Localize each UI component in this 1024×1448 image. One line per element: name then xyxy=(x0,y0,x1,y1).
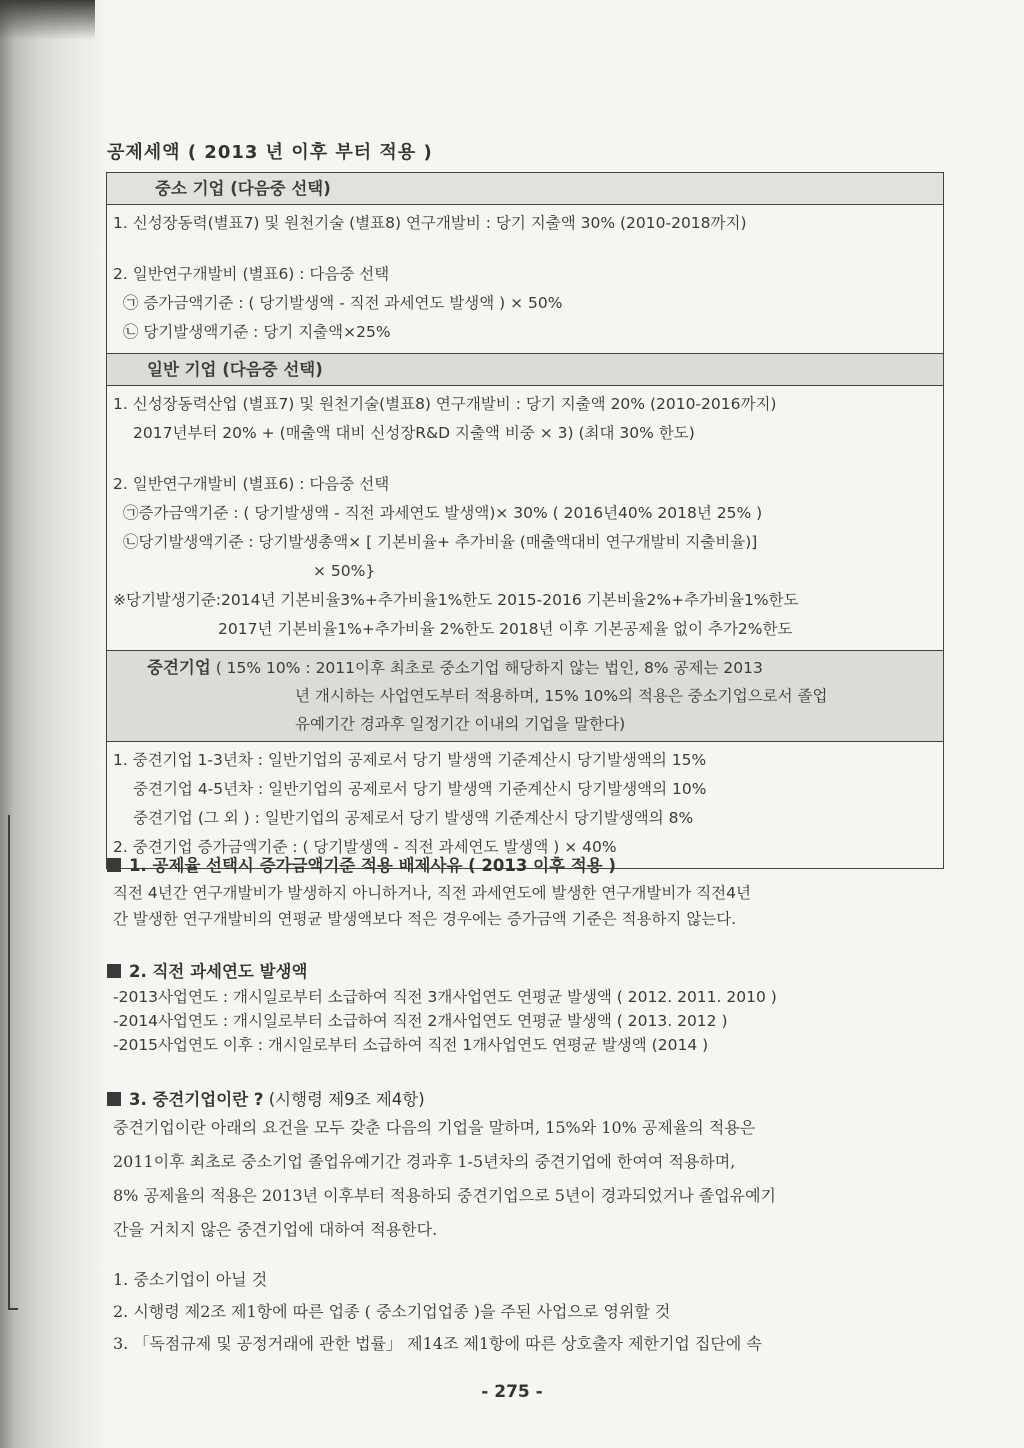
corner-shadow xyxy=(0,0,95,40)
general-line-6: × 50%} xyxy=(313,562,376,580)
midsize-header xyxy=(107,651,943,742)
sme-header: 중소 기업 (다음중 선택) xyxy=(107,173,943,205)
section-2-text-1: -2013사업연도 : 개시일로부터 소급하여 직전 3개사업연도 연평균 발생액 ( 2012. 2011. 2010 ) xyxy=(113,988,777,1006)
general-header: 일반 기업 (다음중 선택) xyxy=(107,353,943,386)
page-heading: 공제세액 ( 2013 년 이후 부터 적용 ) xyxy=(107,142,433,163)
sme-body xyxy=(107,205,943,353)
general-line-8: 2017년 기본비율1%+추가비율 2%한도 2018년 이후 기본공제율 없이 추가2%한도 xyxy=(218,620,793,638)
sme-line-1: 1. 신성장동력(별표7) 및 원천기술 (별표8) 연구개발비 : 당기 지출액 30% (2010-2018까지) xyxy=(113,214,747,232)
midsize-body xyxy=(107,742,943,868)
section-2-title: 2. 직전 과세연도 발생액 xyxy=(107,958,307,982)
general-line-4: ㉠증가금액기준 : ( 당기발생액 - 직전 과세연도 발생액)× 30% ( 2016년40% 2018년 25% ) xyxy=(123,504,763,522)
section-1-text-1: 직전 4년간 연구개발비가 발생하지 아니하거나, 직전 과세연도에 발생한 연구개발비가 직전4년 xyxy=(113,884,751,902)
margin-mark-tick xyxy=(8,1308,18,1310)
page-number: - 275 - xyxy=(481,1382,543,1402)
midsize-title-cont-2: 유예기간 경과후 일정기간 이내의 기업을 말한다) xyxy=(295,715,626,733)
general-line-3: 2. 일반연구개발비 (별표6) : 다음중 선택 xyxy=(113,475,390,493)
section-1-title: 1. 공제율 선택시 증가금액기준 적용 배제사유 ( 2013 이후 적용 ) xyxy=(107,852,616,876)
midsize-title-rest: ( 15% 10% : 2011이후 최초로 중소기업 해당하지 않는 법인, 8% 공제는 2013 xyxy=(210,659,763,677)
deduction-table xyxy=(106,172,944,869)
square-bullet-icon xyxy=(107,1092,121,1106)
midsize-title-cont-1: 년 개시하는 사업연도부터 적용하며, 15% 10%의 적용은 중소기업으로서 졸업 xyxy=(295,687,828,705)
general-line-1: 1. 신성장동력산업 (별표7) 및 원천기술(별표8) 연구개발비 : 당기 지출액 20% (2010-2016까지) xyxy=(113,395,777,413)
margin-mark xyxy=(8,815,10,1310)
section-1-text-2: 간 발생한 연구개발비의 연평균 발생액보다 적은 경우에는 증가금액 기준은 적용하지 않는다. xyxy=(113,910,737,928)
section-2-text-3: -2015사업연도 이후 : 개시일로부터 소급하여 직전 1개사업연도 연평균 발생액 (2014 ) xyxy=(113,1036,709,1054)
section-3-text-4: 간을 거치지 않은 중견기업에 대하여 적용한다. xyxy=(113,1220,438,1239)
midsize-line-4: 2. 중견기업 증가금액기준 : ( 당기발생액 - 직전 과세연도 발생액 ) × 40% xyxy=(113,838,617,856)
midsize-title: 중견기업 xyxy=(147,658,211,677)
square-bullet-icon xyxy=(107,964,121,978)
midsize-line-3: 중견기업 (그 외 ) : 일반기업의 공제로서 당기 발생액 기준계산시 당기발생액의 8% xyxy=(133,809,694,827)
general-body xyxy=(107,386,943,651)
section-3-text-3: 8% 공제율의 적용은 2013년 이후부터 적용하되 중견기업으로 5년이 경과되었거나 졸업유예기 xyxy=(113,1186,777,1205)
sme-line-3: ㉠ 증가금액기준 : ( 당기발생액 - 직전 과세연도 발생액 ) × 50% xyxy=(123,294,563,312)
section-3-item-3: 3. 「독점규제 및 공정거래에 관한 법률」 제14조 제1항에 따른 상호출자 제한기업 집단에 속 xyxy=(113,1334,762,1353)
book-spine-shadow xyxy=(0,0,110,1448)
midsize-line-2: 중견기업 4-5년차 : 일반기업의 공제로서 당기 발생액 기준계산시 당기발생액의 10% xyxy=(133,780,707,798)
section-2-text-2: -2014사업연도 : 개시일로부터 소급하여 직전 2개사업연도 연평균 발생액 ( 2013. 2012 ) xyxy=(113,1012,728,1030)
section-3-item-2: 2. 시행령 제2조 제1항에 따른 업종 ( 중소기업업종 )을 주된 사업으로 영위할 것 xyxy=(113,1302,671,1321)
general-line-7: ※당기발생기준:2014년 기본비율3%+추가비율1%한도 2015-2016 기본비율2%+추가비율1%한도 xyxy=(113,591,799,609)
section-3-item-1: 1. 중소기업이 아닐 것 xyxy=(113,1270,268,1289)
midsize-line-1: 1. 중견기업 1-3년차 : 일반기업의 공제로서 당기 발생액 기준계산시 당기발생액의 15% xyxy=(113,751,707,769)
section-3-title: 3. 중견기업이란 ? (시행령 제9조 제4항) xyxy=(107,1086,425,1110)
sme-line-4: ㉡ 당기발생액기준 : 당기 지출액×25% xyxy=(123,323,391,341)
square-bullet-icon xyxy=(107,858,121,872)
section-3-text-2: 2011이후 최초로 중소기업 졸업유예기간 경과후 1-5년차의 중견기업에 한여여 적용하며, xyxy=(113,1152,736,1171)
sme-line-2: 2. 일반연구개발비 (별표6) : 다음중 선택 xyxy=(113,265,390,283)
section-3-text-1: 중견기업이란 아래의 요건을 모두 갖춘 다음의 기업을 말하며, 15%와 10% 공제율의 적용은 xyxy=(113,1118,756,1137)
general-line-2: 2017년부터 20% + (매출액 대비 신성장R&D 지출액 비중 × 3) (최대 30% 한도) xyxy=(133,424,695,442)
general-line-5: ㉡당기발생액기준 : 당기발생총액× [ 기본비율+ 추가비율 (매출액대비 연구개발비 지출비율)] xyxy=(123,533,758,551)
